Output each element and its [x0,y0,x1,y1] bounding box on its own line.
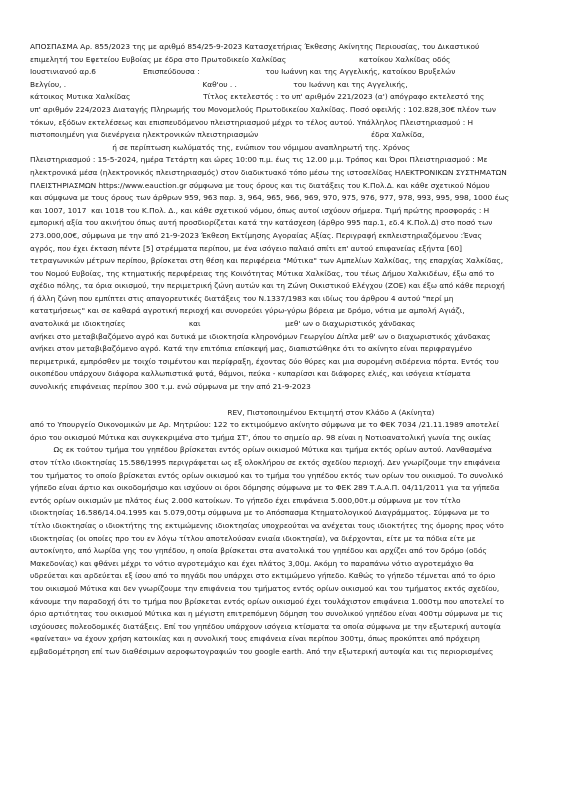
paragraph-1 [30,41,554,394]
text-line: υπ' αριθμόν 224/2023 Διαταγής Πληρωμής του Μονομελούς Πρωτοδικείου Χαλκίδας. Ποσό οφειλής : 102.828,30€ πλέον των [30,104,496,114]
text-line: «φαίνεται» να έχουν χρήση κατοικίας και η συνολική τους επιφάνεια είναι περίπου 300τμ, όπως προκύπτει από πρόχειρη [30,634,480,644]
text-line: τετραγωνικών μέτρων περίπου, βρίσκεται στη θέση και περιφέρεια "Μύτικα" των Αμπελίων Χαλκίδας, της επαρχίας Χαλκίδας, [30,256,504,266]
text-line: επιμελητή του Εφετείου Ευβοίας με έδρα στο Πρωτοδικείο Χαλκίδας κατοίκου Χαλκίδας οδός [30,54,451,64]
text-line: του τμήματος το οποίο βρίσκεται εντός ορίων οικισμού και το τμήμα του γηπέδου εκτός των ορίων του οικισμού. Το συνολικό [30,470,504,480]
text-line: 273.000,00€, σύμφωνα με την από 21-9-2023 Έκθεση Εκτίμησης Αγοραίας Αξίας. Περιγραφή εκπλειστηριαζόμενου :Ένας [30,230,482,240]
text-line: του οικισμού Μύτικα και δεν γνωρίζουμε την επιφάνεια του τμήματος εντός ορίων οικισμού και του τμήματος εκτός σχεδίου, [30,583,500,593]
text-line: σχέδιο πόλης, τα όρια οικισμού, την περιμετρική ζώνη αυτών και τη Ζώνη Οικιστικού Ελέγχου (ΖΟΕ) και έξω από κάθε περιοχή [30,281,505,291]
text-line: ανατολικά με ιδιοκτησίες και μεθ' ων ο διαχωριστικός χάνδακας [30,319,416,329]
text-line: Ως εκ τούτου τμήμα του γηπέδου βρίσκεται εντός ορίων οικισμού Μύτικα και τμήμα εκτός ορίων αυτού. Λανθασμένα [30,445,492,455]
text-line: εμβαδομέτρηση επί των διαθέσιμων αεροφωτογραφιών του google earth. Από την εξωτερική αυτοψία και τις περιορισμένες [30,646,494,656]
text-line: περιμετρικά, εμπρόσθεν με τοιχίο τσιμέντου και περίφραξη, έχοντας δύο θύρες και μια συρομένη σιδέρενια πόρτα. Εντός του [30,356,499,366]
text-line: εμπορική αξία του ακινήτου όπως αυτή προσδιορίζεται κατά την κατάσχεση (άρθρο 995 παρ.1, εδ.4 Κ.Πολ.Δ) στο ποσό των [30,218,493,228]
text-line: τόκων, εξόδων εκτελέσεως και επισπευδόμενου πλειστηριασμού μέχρι το τέλος αυτού. Υπάλληλος Πλειστηριασμού : Η [30,117,474,127]
text-line: τίτλο ιδιοκτησίας ο ιδιοκτήτης της εκτιμώμενης ιδιοκτησίας υποχρεούται να ανέχεται τους ιδιοκτήτες της όμορης προς νότο [30,520,504,530]
text-line: Πλειστηριασμού : 15-5-2024, ημέρα Τετάρτη και ώρες 10:00 π.μ. έως τις 12.00 μ.μ. Τρόπος και Όροι Πλειστηριασμού : Με [30,155,488,165]
paragraph-3 [30,444,554,658]
text-line: Μακεδονίας) και φθάνει μέχρι το νότιο αγροτεμάχιο και έχει πλάτος 3,00μ. Ακόμη το παραπάνω νότιο αγροτεμάχιο θα [30,558,474,568]
text-line: κάτοικος Μυτικα Χαλκίδας Τίτλος εκτελεστός : το υπ' αριθμόν 221/2023 (α') απόγραφο εκτελεστό της [30,92,485,102]
text-line: αυτοκίνητο, από λωρίδα γης του γηπέδου, η οποία βρίσκεται στα ανατολικά του γηπέδου και αρχίζει από τον δρόμο (οδός [30,546,487,556]
text-line: Βελγίου, . Καθ'ου . . του Ιωάννη και της Αγγελικής, [30,79,408,89]
text-line: ΑΠΟΣΠΑΣΜΑ Αρ. 855/2023 της με αριθμό 854/25-9-2023 Κατασχετήριας Έκθεσης Ακίνητης Περιουσίας, του Δικαστικού [30,42,480,51]
text-line: από το Υπουργείο Οικονομικών με Αρ. Μητρώου: 122 το εκτιμούμενο ακίνητο σύμφωνα με το ΦΕΚ 7034 /21.11.1989 αποτελεί [30,420,500,430]
text-line: στον τίτλο ιδιοκτησίας 15.586/1995 περιγράφεται ως εξ ολοκλήρου σε εκτός σχεδίου περιοχή. Δεν γνωρίζουμε την επιφάνεια [30,458,501,467]
text-line: εντός ορίων οικισμών με πλάτος έως 2.000 κατοίκων. Το γήπεδο έχει επιφάνεια 5.000,00τ.μ σύμφωνα με τον τίτλο [30,495,461,505]
paragraph-2 [30,407,554,445]
auction-notice-text [30,41,554,659]
text-line: ή σε περίπτωση κωλύματός της, ενώπιον του νόμιμου αναπληρωτή της. Χρόνος [30,142,411,152]
text-line: Ιουστινιανού αρ.6 Επισπεύδουσα : του Ιωάννη και της Αγγελικής, κατοίκου Βρυξελών [30,67,456,77]
text-line: γήπεδο είναι άρτιο και οικοδομήσιμο και ισχύουν οι όροι δόμησης σύμφωνα με το ΦΕΚ 289 Τ.Α.Α.Π. 04/11/2011 για τα γήπεδα [30,483,500,493]
text-line: ηλεκτρονικά μέσα (ηλεκτρονικός πλειστηριασμός) στον διαδικτυακό τόπο μέσω της ιστοσελίδας ΗΛΕΚΤΡΟΝΙΚΩΝ ΣΥΣΤΗΜΑΤΩΝ [30,167,507,177]
text-line: αγρός, που έχει έκταση πέντε [5] στρέμματα περίπου, με ένα ισόγειο παλαιό σπίτι επ' αυτού επιφανείας εξήντα [60] [30,243,463,253]
text-line: όριο του οικισμού Μύτικα και συγκεκριμένα στο τμήμα ΣΤ', όπου το σημείο αρ. 98 είναι η Νοτιοανατολική γωνία της οικίας [30,432,492,442]
text-line: και σύμφωνα με τους όρους των άρθρων 959, 963 παρ. 3, 964, 965, 966, 969, 970, 975, 976, 977, 978, 993, 995, 998, 1000 έως [30,193,510,203]
text-line: όριο αρτιότητας του οικισμού Μύτικα και η μέγιστη επιτρεπόμενη δόμηση του συνολικού γηπέδου είναι 400τμ σύμφωνα με τις [30,609,503,619]
text-line: ανήκει στον μεταβιβαζόμενο αγρό. Κατά την επιτόπια επίσκεψή μας, διαπιστώθηκε ότι το ακίνητο είναι περιφραγμένο [30,344,473,354]
text-line: οικοπέδου υπάρχουν διάφορα καλλωπιστικά φυτά, θάμνοι, πεύκα - κυπαρίσσι και διάφορες ελιές, και ισόγεια κτίσματα [30,369,471,379]
text-line: πιστοποιημένη για διενέργεια ηλεκτρονικών πλειστηριασμών έδρα Χαλκίδα, [30,130,425,140]
text-line: ιδιοκτησίας (οι οποίες προ του εν λόγω τίτλου αποτελούσαν ενιαία ιδιοκτησία), να διέρχονται, είτε με τα πόδια είτε με [30,533,476,543]
text-line: ή άλλη ζώνη που εμπίπτει στις απαγορευτικές διατάξεις του Ν.1337/1983 και ιδίως του άρθρου 4 αυτού "περί μη [30,293,454,303]
text-line: ιδιοκτησίας 16.586/14.04.1995 και 5.079,00τμ σύμφωνα με το Απόσπασμα Κτηματολογικού Διαγράμματος. Σύμφωνα με το [30,508,490,518]
text-line: υδρεύεται και αρδεύεται εξ ίσου από το πηγάδι που υπάρχει στο εκτιμώμενο γήπεδο. Καθώς το γήπεδο τέμνεται από το όριο [30,571,496,581]
text-line: ισχύουσες πολεοδομικές διατάξεις. Επί του γηπέδου υπάρχουν ισόγεια κτίσματα τα οποία σύμφωνα με την εξωτερική αυτοψία [30,621,501,631]
text-line: REV, Πιστοποιημένου Εκτιμητή στον Κλάδο Α (Ακίνητα) [30,407,435,417]
text-line: και 1007, 1017 και 1018 του Κ.Πολ. Δ., και κάθε σχετικού νόμου, όπως αυτοί ισχύουν σήμερα. Τιμή πρώτης προσφοράς : Η [30,205,490,215]
text-line: του Νομού Ευβοίας, της κτηματικής περιφέρειας της Κοινότητας Μύτικα Χαλκίδας, του τέως Δήμου Χαλκιδέων, έξω από το [30,268,495,278]
text-line: κάνουμε την παραδοχή ότι το τμήμα που βρίσκεται εντός ορίων οικισμού έχει τουλάχιστον επιφάνεια 1.000τμ που αποτελεί το [30,596,505,606]
text-line: ΠΛΕΙΣΤΗΡΙΑΣΜΩΝ https://www.eauction.gr σύμφωνα με τους όρους και τις διατάξεις του Κ.Πολ.Δ. και κάθε σχετικού Νόμου [30,180,490,190]
text-line: συνολικής επιφάνειας περίπου 300 τ.μ. ενώ σύμφωνα με την από 21-9-2023 [30,382,311,392]
text-line: ανήκει στο μεταβιβαζόμενο αγρό και δυτικά με ιδιοκτησία κληρονόμων Γεωργίου Δίπλα μεθ' ων ο διαχωριστικός χάνδακας [30,331,491,341]
text-line: κατατμήσεως" και σε καθαρά αγροτική περιοχή και συνορεύει γύρω-γύρω βόρεια με δρόμο, νότια με αμπολή Αγιάζι, [30,306,465,316]
